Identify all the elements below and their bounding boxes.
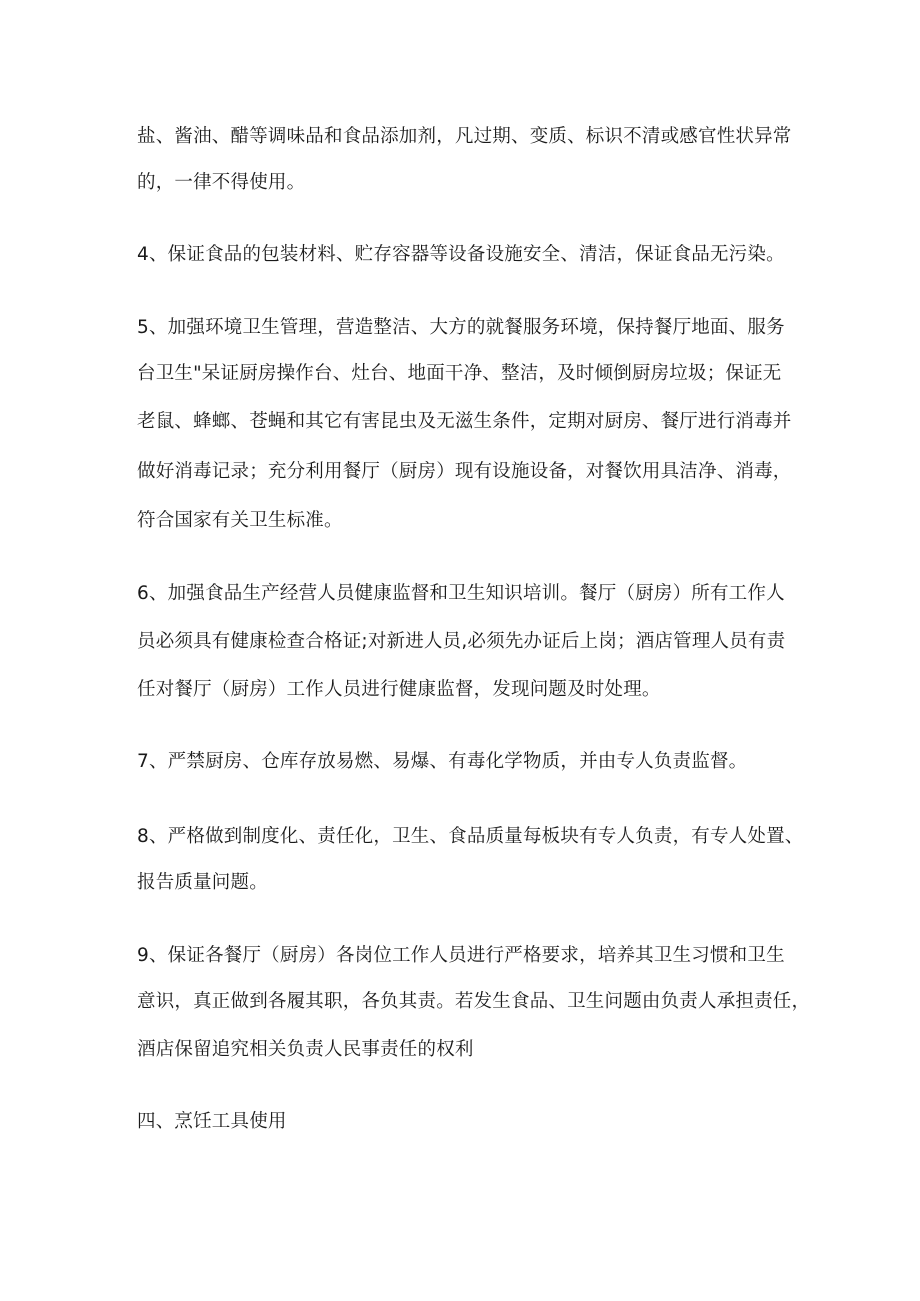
text-line: 意识，真正做到各履其职，各负其责。若发生食品、卫生问题由负责人承担责任， (137, 991, 811, 1012)
text-line: 5、加强环境卫生管理，营造整洁、大方的就餐服务环境，保持餐厅地面、服务 (137, 317, 785, 338)
text-line: 员必须具有健康检查合格证;对新进人员,必须先办证后上岗；酒店管理人员有责 (137, 631, 786, 652)
text-line: 盐、酱油、醋等调味品和食品添加剂，凡过期、变质、标识不清或感官性状异常 (137, 126, 792, 147)
text-line: 4、保证食品的包装材料、贮存容器等设备设施安全、清洁，保证食品无污染。 (137, 244, 785, 265)
text-line: 的，一律不得使用。 (137, 172, 306, 193)
text-line: 做好消毒记录；充分利用餐厅（厨房）现有设施设备，对餐饮用具洁净、消毒， (137, 461, 792, 482)
text-line: 台卫生"呆证厨房操作台、灶台、地面干净、整洁，及时倾倒厨房垃圾；保证无 (137, 363, 782, 384)
text-line: 酒店保留追究相关负责人民事责任的权利 (137, 1039, 474, 1060)
section-heading: 四、烹饪工具使用 (137, 1111, 287, 1132)
text-line: 老鼠、蜂螂、苍蝇和其它有害昆虫及无滋生条件，定期对厨房、餐厅进行消毒并 (137, 411, 792, 432)
text-line: 符合国家有关卫生标准。 (137, 510, 343, 531)
text-line: 8、严格做到制度化、责任化，卫生、食品质量每板块有专人负责，有专人处置、 (137, 826, 804, 847)
text-line: 6、加强食品生产经营人员健康监督和卫生知识培训。餐厅（厨房）所有工作人 (137, 583, 785, 604)
text-line: 任对餐厅（厨房）工作人员进行健康监督，发现问题及时处理。 (137, 679, 661, 700)
text-line: 9、保证各餐厅（厨房）各岗位工作人员进行严格要求，培养其卫生习惯和卫生 (137, 945, 785, 966)
text-line: 报告质量问题。 (137, 872, 268, 893)
text-line: 7、严禁厨房、仓库存放易燃、易爆、有毒化学物质，并由专人负责监督。 (137, 751, 748, 772)
